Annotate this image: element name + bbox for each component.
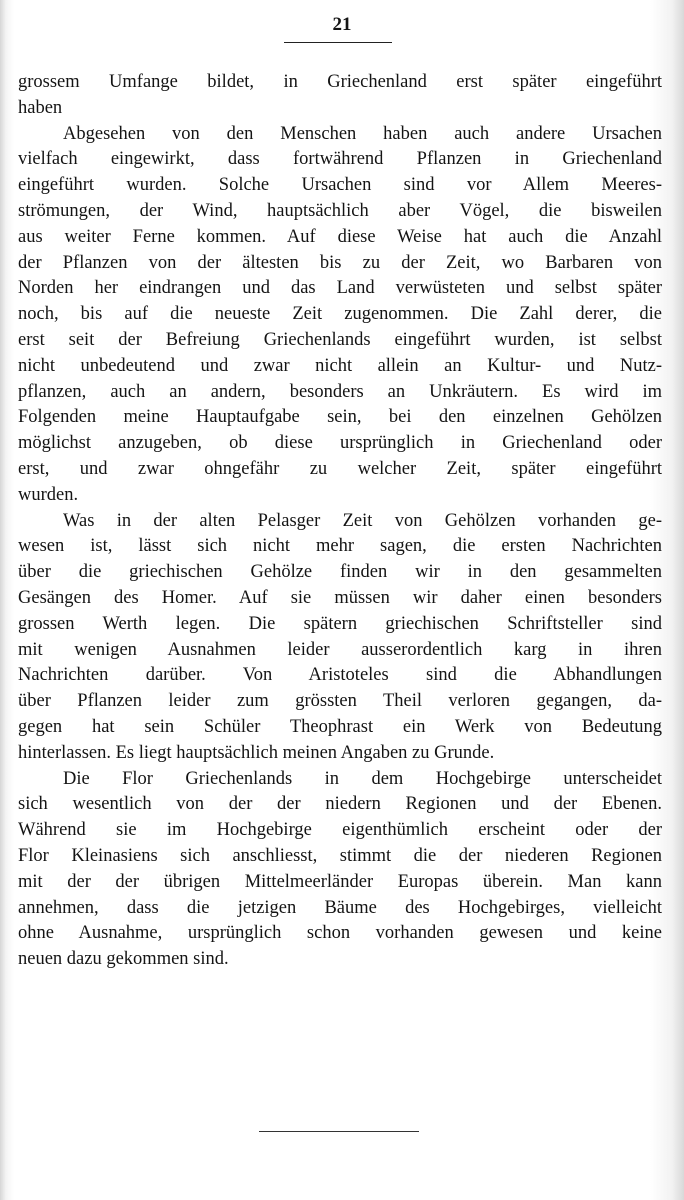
text-line: grossem Umfange bildet, in Griechenland erst später eingeführt bbox=[18, 72, 662, 92]
text-line: erst, und zwar ohngefähr zu welcher Zeit, später eingeführt bbox=[18, 458, 662, 479]
text-line: mit der der übrigen Mittelmeerländer Europas überein. Man kann bbox=[18, 871, 662, 892]
text-line: mit wenigen Ausnahmen leider ausserordentlich karg in ihren bbox=[18, 639, 662, 660]
text-line: möglichst anzugeben, ob diese ursprünglich in Griechenland oder bbox=[18, 433, 662, 454]
text-line: wurden. bbox=[18, 484, 79, 505]
text-line: strömungen, der Wind, hauptsächlich aber Vögel, die bisweilen bbox=[18, 200, 662, 221]
text-line: Gesängen des Homer. Auf sie müssen wir daher einen besonders bbox=[18, 587, 662, 608]
text-line: hinterlassen. Es liegt hauptsächlich meinen Angaben zu Grunde. bbox=[18, 742, 495, 763]
footer-rule bbox=[259, 1131, 419, 1132]
text-line: gegen hat sein Schüler Theophrast ein Werk von Bedeutung bbox=[18, 716, 662, 737]
text-line: erst seit der Befreiung Griechenlands eingeführt wurden, ist selbst bbox=[18, 329, 662, 350]
text-line: neuen dazu gekommen sind. bbox=[18, 949, 229, 970]
body-text bbox=[18, 70, 662, 973]
text-line: über Pflanzen leider zum grössten Theil verloren gegangen, da- bbox=[18, 691, 662, 712]
text-line: Nachrichten darüber. Von Aristoteles sind die Abhandlungen bbox=[18, 665, 662, 686]
text-line: ohne Ausnahme, ursprünglich schon vorhanden gewesen und keine bbox=[18, 923, 662, 944]
text-line: über die griechischen Gehölze finden wir in den gesammelten bbox=[18, 562, 662, 583]
text-line: Die Flor Griechenlands in dem Hochgebirge unterscheidet bbox=[63, 768, 662, 789]
text-line: haben bbox=[18, 97, 63, 118]
text-line: Während sie im Hochgebirge eigenthümlich erscheint oder der bbox=[18, 820, 662, 841]
text-line: der Pflanzen von der ältesten bis zu der Zeit, wo Barbaren von bbox=[18, 252, 662, 273]
header-rule bbox=[284, 42, 392, 43]
text-line: Norden her eindrangen und das Land verwüsteten und selbst später bbox=[18, 278, 662, 299]
text-line: sich wesentlich von der der niedern Regionen und der Ebenen. bbox=[18, 794, 662, 815]
page-number: 21 bbox=[332, 14, 352, 35]
text-line: Abgesehen von den Menschen haben auch andere Ursachen bbox=[63, 123, 662, 144]
text-line: pflanzen, auch an andern, besonders an Unkräutern. Es wird im bbox=[18, 381, 662, 402]
text-line: wesen ist, lässt sich nicht mehr sagen, die ersten Nachrichten bbox=[18, 536, 662, 557]
text-line: Folgenden meine Hauptaufgabe sein, bei den einzelnen Gehölzen bbox=[18, 407, 662, 428]
text-line: Was in der alten Pelasger Zeit von Gehölzen vorhanden ge- bbox=[63, 510, 662, 531]
text-line: Flor Kleinasiens sich anschliesst, stimmt die der niederen Regionen bbox=[18, 845, 662, 866]
text-line: noch, bis auf die neueste Zeit zugenommen. Die Zahl derer, die bbox=[18, 304, 662, 325]
text-line: nicht unbedeutend und zwar nicht allein an Kultur- und Nutz- bbox=[18, 355, 662, 376]
text-line: aus weiter Ferne kommen. Auf diese Weise hat auch die Anzahl bbox=[18, 226, 662, 247]
text-line: vielfach eingewirkt, dass fortwährend Pflanzen in Griechenland bbox=[18, 149, 662, 170]
text-line: eingeführt wurden. Solche Ursachen sind vor Allem Meeres- bbox=[18, 175, 662, 196]
text-line: annehmen, dass die jetzigen Bäume des Hochgebirges, vielleicht bbox=[18, 897, 662, 918]
text-line: grossen Werth legen. Die spätern griechischen Schriftsteller sind bbox=[18, 613, 662, 634]
